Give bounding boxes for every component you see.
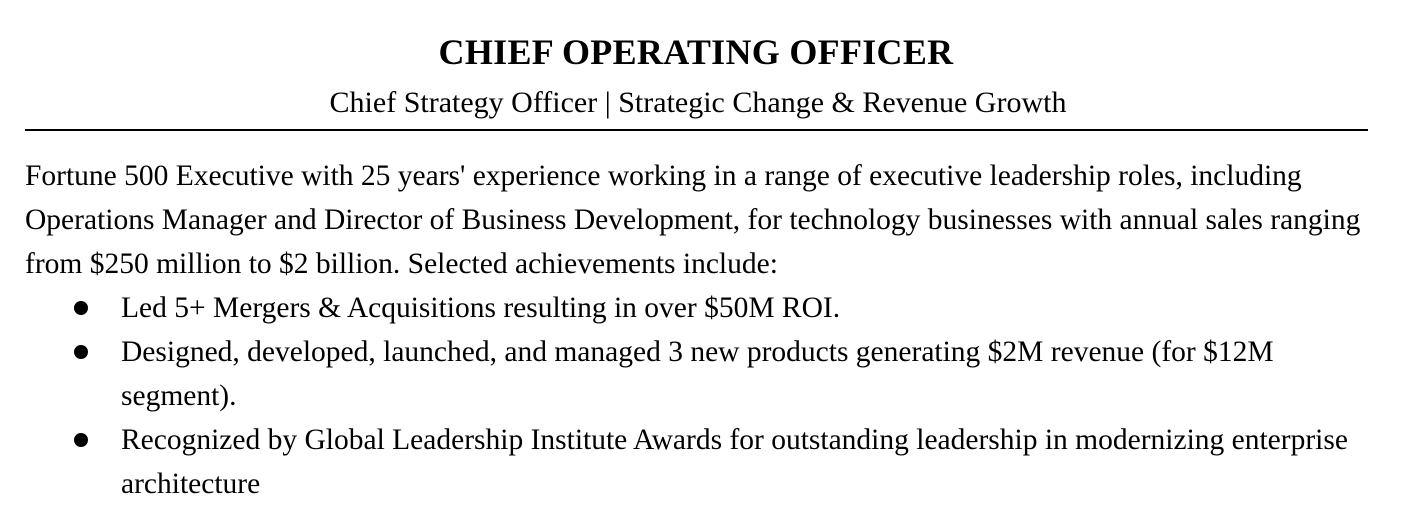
page-title: CHIEF OPERATING OFFICER: [438, 32, 954, 72]
summary-paragraph: Fortune 500 Executive with 25 years' experience working in a range of executive leadership roles, including Operations Manager and Director of Business Development, for technology businesses with annual sales ranging from $250 million to $2 billion. Selected achievements include:: [25, 160, 1361, 280]
list-item: [25, 330, 1365, 418]
achievements-list: [25, 286, 1365, 506]
bullet-icon: [74, 301, 88, 315]
achievement-text: Recognized by Global Leadership Institute Awards for outstanding leadership in modernizing enterprise architecture: [121, 424, 1348, 500]
list-item: [25, 418, 1365, 506]
achievement-text: Designed, developed, launched, and managed 3 new products generating $2M revenue (for $12M segment).: [121, 336, 1274, 412]
list-item: [25, 286, 1365, 330]
header-divider: [25, 129, 1368, 131]
achievement-text: Led 5+ Mergers & Acquisitions resulting in over $50M ROI.: [121, 292, 841, 324]
bullet-icon: [74, 433, 88, 447]
subtitle: Chief Strategy Officer | Strategic Change & Revenue Growth: [329, 86, 1067, 119]
bullet-icon: [74, 345, 88, 359]
